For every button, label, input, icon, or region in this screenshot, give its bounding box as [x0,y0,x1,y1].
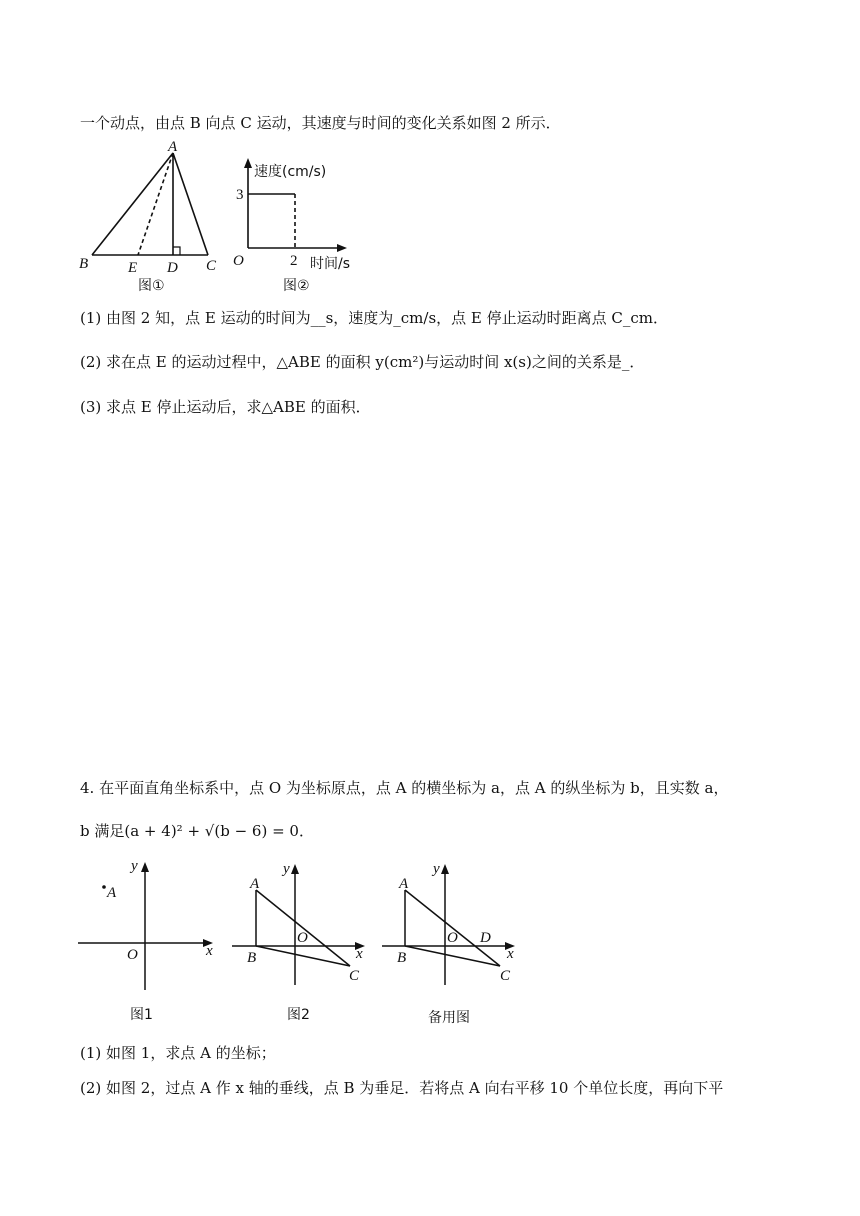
spare-label-b: B [397,950,407,966]
fig1-label-y: y [131,858,138,874]
x-axis-label: 时间/s [310,256,351,272]
fig1-axes [78,862,213,990]
fig1-label-x: x [206,943,213,959]
x-tick-2: 2 [290,253,298,269]
fig1-caption: 图① [138,278,165,294]
q3-part-3: (3) 求点 E 停止运动后，求△ABE 的面积． [80,398,371,416]
q3-intro: 一个动点，由点 B 向点 C 运动，其速度与时间的变化关系如图 2 所示． [80,114,561,132]
fig2-label-b: B [247,950,257,966]
fig1-label-o: O [127,947,138,963]
y-tick-3: 3 [236,187,244,203]
fig2-label-c: C [349,968,360,984]
fig2-label-o: O [297,930,308,946]
fig2-caption-q4: 图2 [287,1007,310,1023]
fig1-caption-q4: 图1 [130,1007,153,1023]
fig2-label-y: y [283,861,290,877]
q4-part-2: (2) 如图 2，过点 A 作 x 轴的垂线，点 B 为垂足．若将点 A 向右平移 10 个单位长度，再向下平 [80,1079,724,1097]
q4-line-2: b 满足(a + 4)² + √(b − 6) = 0． [80,822,314,840]
fig1-label-a: A [107,885,117,901]
origin-label: O [233,253,244,269]
spare-label-o: O [447,930,458,946]
point-a-dot [102,885,106,889]
spare-caption: 备用图 [428,1010,470,1026]
fig2-caption: 图② [283,278,310,294]
label-e: E [128,260,138,276]
spare-label-x: x [507,946,514,962]
q4-line-1: 4. 在平面直角坐标系中，点 O 为坐标原点，点 A 的横坐标为 a，点 A 的纵坐标为 b，且实数 a， [80,779,729,797]
spare-label-c: C [500,968,511,984]
fig2-label-a: A [250,876,260,892]
label-b: B [79,256,89,272]
q4-part-1: (1) 如图 1，求点 A 的坐标； [80,1044,276,1062]
q3-part-1: (1) 由图 2 知，点 E 运动的时间为__s，速度为_cm/s，点 E 停止运动时距离点 C_cm． [80,309,669,327]
q3-part-2: (2) 求在点 E 的运动过程中，△ABE 的面积 y(cm²)与运动时间 x(s)之间的关系是_． [80,353,645,371]
spare-label-y: y [433,861,440,877]
label-c: C [206,258,217,274]
fig2-label-x: x [356,946,363,962]
y-axis-label: 速度(cm/s) [254,164,327,180]
spare-label-d: D [480,930,491,946]
label-a: A [168,139,178,155]
label-d: D [167,260,178,276]
spare-label-a: A [399,876,409,892]
